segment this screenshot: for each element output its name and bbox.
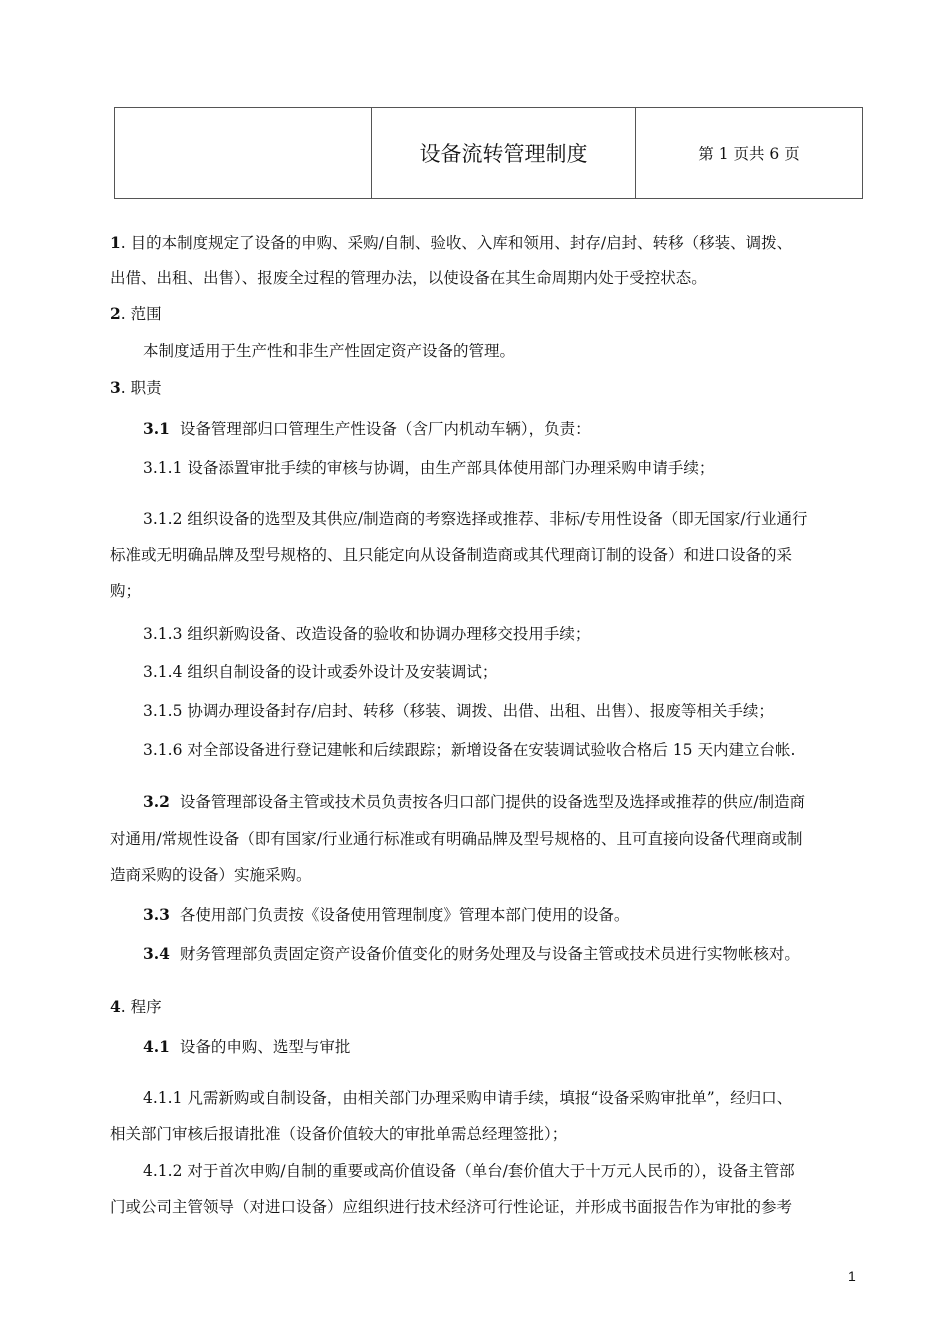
- body-line: 出借、出租、出售）、报废全过程的管理办法，以使设备在其生命周期内处于受控状态。: [110, 269, 707, 287]
- body-line: 3.4 财务管理部负责固定资产设备价值变化的财务处理及与设备主管或技术员进行实物帐核对。: [143, 944, 800, 963]
- document-title: 设备流转管理制度: [372, 108, 636, 198]
- body-line: 3. 职责: [110, 378, 162, 397]
- body-line: 本制度适用于生产性和非生产性固定资产设备的管理。: [143, 342, 516, 360]
- body-line: 门或公司主管领导（对进口设备）应组织进行技术经济可行性论证，并形成书面报告作为审批的参考: [110, 1198, 793, 1216]
- body-line: 1. 目的本制度规定了设备的申购、采购/自制、验收、入库和领用、封存/启封、转移（移装、调拨、: [110, 233, 793, 252]
- page-number: 1: [848, 1268, 856, 1284]
- header-left-cell: [115, 108, 372, 198]
- body-line: 3.1.3 组织新购设备、改造设备的验收和协调办理移交投用手续；: [143, 625, 591, 643]
- body-line: 4.1.1 凡需新购或自制设备，由相关部门办理采购申请手续，填报“设备采购审批单”，经归口、: [143, 1089, 793, 1107]
- body-line: 3.1.4 组织自制设备的设计或委外设计及安装调试；: [143, 663, 498, 681]
- header-table: [114, 107, 863, 199]
- body-line: 4. 程序: [110, 997, 162, 1016]
- body-line: 2. 范围: [110, 304, 162, 323]
- page-info: 第 1 页共 6 页: [698, 145, 800, 163]
- body-line: 3.1.5 协调办理设备封存/启封、转移（移装、调拨、出借、出租、出售）、报废等相关手续；: [143, 702, 774, 720]
- body-line: 标准或无明确品牌及型号规格的、且只能定向从设备制造商或其代理商订制的设备）和进口设备的采: [110, 546, 793, 564]
- body-line: 购；: [110, 582, 142, 600]
- body-line: 造商采购的设备）实施采购。: [110, 866, 312, 884]
- body-line: 4.1 设备的申购、选型与审批: [143, 1037, 351, 1056]
- body-line: 3.1.2 组织设备的选型及其供应/制造商的考察选择或推荐、非标/专用性设备（即无国家/行业通行: [143, 510, 808, 528]
- body-line: 3.1.1 设备添置审批手续的审核与协调，由生产部具体使用部门办理采购申请手续；: [143, 459, 715, 477]
- body-line: 3.2 设备管理部设备主管或技术员负责按各归口部门提供的设备选型及选择或推荐的供应/制造商: [143, 792, 806, 811]
- body-line: 3.1 设备管理部归口管理生产性设备（含厂内机动车辆），负责：: [143, 419, 591, 438]
- body-line: 对通用/常规性设备（即有国家/行业通行标准或有明确品牌及型号规格的、且可直接向设备代理商或制: [110, 830, 803, 848]
- body-line: 3.3 各使用部门负责按《设备使用管理制度》管理本部门使用的设备。: [143, 905, 630, 924]
- body-line: 4.1.2 对于首次申购/自制的重要或高价值设备（单台/套价值大于十万元人民币的），设备主管部: [143, 1162, 795, 1180]
- body-line: 3.1.6 对全部设备进行登记建帐和后续跟踪；新增设备在安装调试验收合格后 15 天内建立台帐.: [143, 741, 796, 759]
- body-line: 相关部门审核后报请批准（设备价值较大的审批单需总经理签批）；: [110, 1125, 568, 1143]
